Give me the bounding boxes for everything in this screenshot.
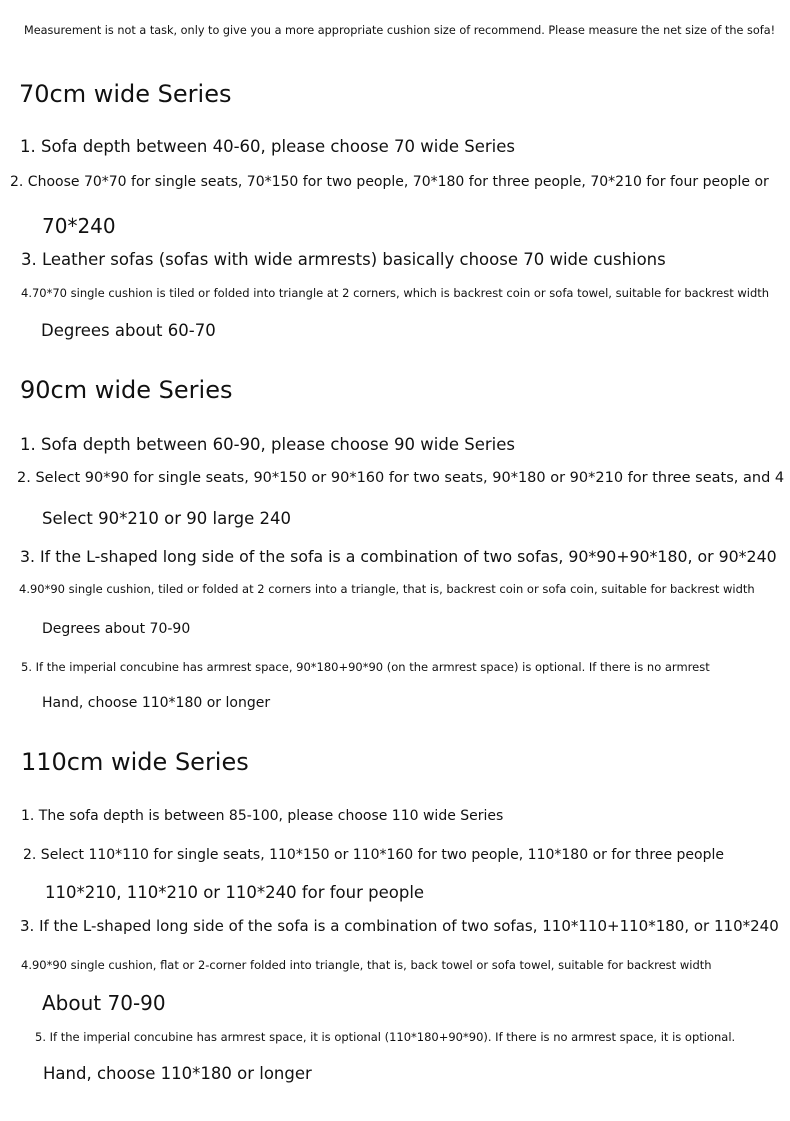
series-90-item-3: 3. If the L-shaped long side of the sofa is a combination of two sofas, 90*90+90*180, or 90*240 bbox=[20, 547, 777, 566]
series-90-item-4-cont: Degrees about 70-90 bbox=[42, 621, 191, 637]
series-110-item-5-cont: Hand, choose 110*180 or longer bbox=[43, 1064, 312, 1083]
series-90-item-2: 2. Select 90*90 for single seats, 90*150 or 90*160 for two seats, 90*180 or 90*210 for three seats, and 4 bbox=[17, 470, 785, 486]
series-90-item-1: 1. Sofa depth between 60-90, please choose 90 wide Series bbox=[20, 435, 515, 454]
series-110-title: 110cm wide Series bbox=[21, 748, 249, 776]
series-90-item-2-cont: Select 90*210 or 90 large 240 bbox=[42, 509, 292, 528]
series-90-title: 90cm wide Series bbox=[20, 376, 233, 404]
series-90-item-5-cont: Hand, choose 110*180 or longer bbox=[42, 695, 271, 711]
series-110-item-4: 4.90*90 single cushion, flat or 2-corner folded into triangle, that is, back towel or sofa towel, suitable for backrest width bbox=[21, 958, 712, 972]
series-110-item-2-cont: 110*210, 110*210 or 110*240 for four people bbox=[45, 883, 425, 902]
series-110-item-2: 2. Select 110*110 for single seats, 110*150 or 110*160 for two people, 110*180 or for three people bbox=[23, 847, 724, 863]
series-70-item-3: 3. Leather sofas (sofas with wide armrests) basically choose 70 wide cushions bbox=[21, 250, 666, 269]
series-90-item-5: 5. If the imperial concubine has armrest space, 90*180+90*90 (on the armrest space) is optional. If there is no armrest bbox=[21, 660, 710, 674]
series-70-item-1: 1. Sofa depth between 40-60, please choose 70 wide Series bbox=[20, 137, 515, 156]
series-110-item-1: 1. The sofa depth is between 85-100, please choose 110 wide Series bbox=[21, 808, 504, 824]
series-110-item-5: 5. If the imperial concubine has armrest space, it is optional (110*180+90*90). If there is no armrest space, it is optional. bbox=[35, 1030, 736, 1044]
series-110-item-4-cont: About 70-90 bbox=[42, 991, 166, 1015]
series-90-item-4: 4.90*90 single cushion, tiled or folded at 2 corners into a triangle, that is, backrest coin or sofa coin, suitable for backrest width bbox=[19, 582, 755, 596]
series-70-item-4: 4.70*70 single cushion is tiled or folded into triangle at 2 corners, which is backrest coin or sofa towel, suitable for backrest width bbox=[21, 286, 770, 300]
series-70-item-2-cont: 70*240 bbox=[42, 214, 116, 238]
series-70-item-2: 2. Choose 70*70 for single seats, 70*150 for two people, 70*180 for three people, 70*210 for four people or bbox=[10, 174, 769, 190]
intro-note: Measurement is not a task, only to give you a more appropriate cushion size of recommend. Please measure the net size of the sofa! bbox=[24, 24, 776, 37]
series-70-item-4-cont: Degrees about 60-70 bbox=[41, 321, 216, 340]
series-110-item-3: 3. If the L-shaped long side of the sofa is a combination of two sofas, 110*110+110*180, or 110*240 bbox=[20, 917, 779, 935]
series-70-title: 70cm wide Series bbox=[19, 80, 232, 108]
